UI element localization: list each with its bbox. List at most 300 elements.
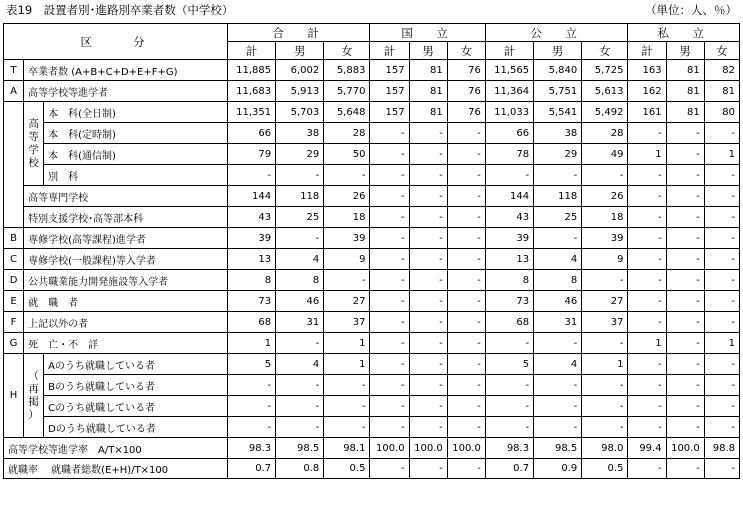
- cell-value: -: [409, 333, 447, 354]
- cell-value: 118: [276, 186, 324, 207]
- cell-value: -: [704, 375, 739, 396]
- cell-value: 1: [628, 333, 666, 354]
- row-label: 卒業者数 (A+B+C+D+E+F+G): [24, 60, 228, 81]
- cell-value: -: [370, 144, 409, 165]
- cell-value: 37: [324, 312, 370, 333]
- cell-value: -: [485, 396, 533, 417]
- cell-value: -: [447, 249, 485, 270]
- cell-value: 66: [485, 123, 533, 144]
- cell-value: -: [370, 375, 409, 396]
- row-code: F: [4, 312, 24, 333]
- cell-value: 0.8: [276, 459, 324, 479]
- cell-value: 98.5: [534, 438, 582, 459]
- cell-value: 0.5: [582, 459, 628, 479]
- row-code-blank: [4, 102, 24, 228]
- row-label: 就 職 者: [24, 291, 228, 312]
- cell-value: 26: [582, 186, 628, 207]
- cell-value: -: [324, 417, 370, 438]
- row-code: G: [4, 333, 24, 354]
- cell-value: -: [704, 459, 739, 479]
- cell-value: 8: [276, 270, 324, 291]
- cell-value: -: [276, 228, 324, 249]
- cell-value: 5,648: [324, 102, 370, 123]
- cell-value: 1: [628, 144, 666, 165]
- header-sub-total: 計: [485, 42, 533, 60]
- table-row: [4, 312, 740, 333]
- table-row: [4, 354, 740, 375]
- cell-value: -: [628, 270, 666, 291]
- table-row: [4, 438, 740, 459]
- cell-value: 27: [582, 291, 628, 312]
- cell-value: -: [582, 270, 628, 291]
- cell-value: 38: [534, 123, 582, 144]
- cell-value: -: [409, 249, 447, 270]
- header-sub-total: 計: [227, 42, 275, 60]
- cell-value: 9: [324, 249, 370, 270]
- cell-value: -: [666, 417, 704, 438]
- cell-value: -: [447, 207, 485, 228]
- cell-value: 81: [666, 81, 704, 102]
- cell-value: -: [227, 417, 275, 438]
- cell-value: -: [704, 249, 739, 270]
- cell-value: -: [409, 312, 447, 333]
- cell-value: -: [534, 375, 582, 396]
- cell-value: 81: [409, 60, 447, 81]
- cell-value: -: [447, 396, 485, 417]
- cell-value: -: [582, 333, 628, 354]
- cell-value: -: [370, 186, 409, 207]
- unit-label: （単位：人、％）: [645, 3, 737, 17]
- cell-value: -: [324, 375, 370, 396]
- cell-value: -: [582, 165, 628, 186]
- cell-value: -: [370, 165, 409, 186]
- cell-value: -: [447, 186, 485, 207]
- cell-value: -: [582, 396, 628, 417]
- cell-value: 13: [485, 249, 533, 270]
- cell-value: 8: [227, 270, 275, 291]
- row-label: Dのうち就職している者: [44, 417, 228, 438]
- cell-value: -: [485, 165, 533, 186]
- cell-value: -: [370, 228, 409, 249]
- cell-value: 100.0: [666, 438, 704, 459]
- cell-value: -: [370, 207, 409, 228]
- cell-value: -: [409, 144, 447, 165]
- cell-value: -: [409, 375, 447, 396]
- cell-value: 50: [324, 144, 370, 165]
- cell-value: 0.7: [227, 459, 275, 479]
- cell-value: -: [628, 417, 666, 438]
- cell-value: 76: [447, 60, 485, 81]
- row-label: 高等学校等進学者: [24, 81, 228, 102]
- cell-value: 46: [534, 291, 582, 312]
- cell-value: -: [666, 312, 704, 333]
- table-row: [4, 417, 740, 438]
- cell-value: -: [447, 417, 485, 438]
- cell-value: 18: [582, 207, 628, 228]
- cell-value: -: [409, 417, 447, 438]
- cell-value: 46: [276, 291, 324, 312]
- cell-value: -: [447, 312, 485, 333]
- header-sub-male: 男: [276, 42, 324, 60]
- table-row: [4, 333, 740, 354]
- row-label: 別 科: [44, 165, 228, 186]
- cell-value: 68: [227, 312, 275, 333]
- cell-value: 11,885: [227, 60, 275, 81]
- cell-value: -: [447, 165, 485, 186]
- cell-value: -: [666, 249, 704, 270]
- cell-value: 11,033: [485, 102, 533, 123]
- cell-value: -: [447, 291, 485, 312]
- row-label: 就職率 就職者総数(E+H)/T×100: [4, 459, 228, 479]
- cell-value: 49: [582, 144, 628, 165]
- row-label: 本 科(全日制): [44, 102, 228, 123]
- cell-value: -: [447, 123, 485, 144]
- cell-value: -: [704, 270, 739, 291]
- cell-value: 4: [534, 249, 582, 270]
- cell-value: -: [534, 396, 582, 417]
- table-body: [4, 60, 740, 479]
- cell-value: 5: [227, 354, 275, 375]
- cell-value: 38: [276, 123, 324, 144]
- cell-value: -: [447, 228, 485, 249]
- cell-value: -: [666, 123, 704, 144]
- cell-value: 0.5: [324, 459, 370, 479]
- cell-value: 9: [582, 249, 628, 270]
- cell-value: -: [409, 270, 447, 291]
- cell-value: -: [534, 228, 582, 249]
- row-label: 高等専門学校: [24, 186, 228, 207]
- cell-value: 5,725: [582, 60, 628, 81]
- cell-value: -: [409, 186, 447, 207]
- cell-value: 82: [704, 60, 739, 81]
- header-group-national: 国 立: [370, 24, 485, 42]
- header-sub-total: 計: [370, 42, 409, 60]
- row-code: C: [4, 249, 24, 270]
- cell-value: -: [370, 459, 409, 479]
- cell-value: 28: [324, 123, 370, 144]
- table-row: [4, 60, 740, 81]
- cell-value: -: [227, 375, 275, 396]
- cell-value: -: [666, 375, 704, 396]
- cell-value: 157: [370, 60, 409, 81]
- cell-value: 39: [582, 228, 628, 249]
- cell-value: 11,364: [485, 81, 533, 102]
- cell-value: -: [704, 207, 739, 228]
- cell-value: -: [485, 375, 533, 396]
- cell-value: -: [534, 165, 582, 186]
- cell-value: -: [704, 291, 739, 312]
- row-label: 本 科(定時制): [44, 123, 228, 144]
- cell-value: 26: [324, 186, 370, 207]
- cell-value: 66: [227, 123, 275, 144]
- cell-value: 73: [227, 291, 275, 312]
- side-label-koto-gakko: 高 等 学 校: [24, 102, 44, 186]
- cell-value: -: [628, 207, 666, 228]
- cell-value: 78: [485, 144, 533, 165]
- cell-value: 43: [227, 207, 275, 228]
- table-title: 表19 設置者別･進路別卒業者数（中学校）: [6, 3, 234, 17]
- cell-value: 1: [704, 144, 739, 165]
- cell-value: -: [370, 270, 409, 291]
- side-label-saikei: （ 再 掲 ）: [24, 354, 44, 438]
- header-sub-female: 女: [324, 42, 370, 60]
- cell-value: 98.3: [485, 438, 533, 459]
- cell-value: -: [628, 228, 666, 249]
- cell-value: 39: [227, 228, 275, 249]
- cell-value: -: [666, 333, 704, 354]
- cell-value: -: [370, 291, 409, 312]
- row-label: 専修学校(一般課程)等入学者: [24, 249, 228, 270]
- cell-value: 4: [276, 354, 324, 375]
- cell-value: 144: [485, 186, 533, 207]
- table-row: [4, 186, 740, 207]
- cell-value: -: [447, 375, 485, 396]
- cell-value: -: [276, 333, 324, 354]
- table-row: [4, 144, 740, 165]
- cell-value: -: [666, 396, 704, 417]
- cell-value: -: [628, 459, 666, 479]
- cell-value: 76: [447, 102, 485, 123]
- cell-value: -: [409, 459, 447, 479]
- cell-value: 6,002: [276, 60, 324, 81]
- cell-value: 157: [370, 102, 409, 123]
- cell-value: -: [666, 165, 704, 186]
- cell-value: 161: [628, 102, 666, 123]
- cell-value: -: [628, 186, 666, 207]
- cell-value: -: [409, 354, 447, 375]
- row-code: A: [4, 81, 24, 102]
- cell-value: -: [276, 396, 324, 417]
- cell-value: 27: [324, 291, 370, 312]
- row-label: 上記以外の者: [24, 312, 228, 333]
- cell-value: 5,751: [534, 81, 582, 102]
- row-label: Bのうち就職している者: [44, 375, 228, 396]
- cell-value: -: [666, 270, 704, 291]
- cell-value: -: [666, 144, 704, 165]
- cell-value: -: [704, 417, 739, 438]
- row-label: 死 亡・不 詳: [24, 333, 228, 354]
- cell-value: 79: [227, 144, 275, 165]
- cell-value: 43: [485, 207, 533, 228]
- cell-value: -: [409, 396, 447, 417]
- cell-value: -: [370, 396, 409, 417]
- cell-value: -: [628, 396, 666, 417]
- cell-value: -: [666, 207, 704, 228]
- row-code: H: [4, 354, 24, 438]
- cell-value: -: [370, 417, 409, 438]
- cell-value: 4: [276, 249, 324, 270]
- cell-value: -: [409, 165, 447, 186]
- cell-value: 81: [666, 102, 704, 123]
- cell-value: 98.1: [324, 438, 370, 459]
- cell-value: -: [324, 165, 370, 186]
- cell-value: -: [628, 312, 666, 333]
- header-group-private: 私 立: [628, 24, 740, 42]
- cell-value: 98.0: [582, 438, 628, 459]
- cell-value: -: [370, 312, 409, 333]
- cell-value: 81: [409, 102, 447, 123]
- cell-value: 11,351: [227, 102, 275, 123]
- cell-value: 157: [370, 81, 409, 102]
- header-group-total: 合 計: [227, 24, 370, 42]
- cell-value: 144: [227, 186, 275, 207]
- table-row: [4, 165, 740, 186]
- cell-value: -: [409, 123, 447, 144]
- cell-value: -: [276, 165, 324, 186]
- cell-value: -: [628, 291, 666, 312]
- cell-value: 99.4: [628, 438, 666, 459]
- cell-value: -: [704, 228, 739, 249]
- cell-value: -: [628, 249, 666, 270]
- cell-value: 39: [485, 228, 533, 249]
- cell-value: 81: [409, 81, 447, 102]
- cell-value: -: [276, 417, 324, 438]
- cell-value: 0.9: [534, 459, 582, 479]
- row-code: D: [4, 270, 24, 291]
- cell-value: -: [704, 165, 739, 186]
- row-label: 専修学校(高等課程)進学者: [24, 228, 228, 249]
- cell-value: -: [370, 249, 409, 270]
- cell-value: -: [534, 417, 582, 438]
- cell-value: 163: [628, 60, 666, 81]
- cell-value: 29: [534, 144, 582, 165]
- cell-value: -: [447, 270, 485, 291]
- cell-value: -: [628, 165, 666, 186]
- cell-value: 5,613: [582, 81, 628, 102]
- table-row: [4, 291, 740, 312]
- cell-value: 28: [582, 123, 628, 144]
- header-group-public: 公 立: [485, 24, 628, 42]
- cell-value: 162: [628, 81, 666, 102]
- cell-value: 31: [276, 312, 324, 333]
- cell-value: 4: [534, 354, 582, 375]
- cell-value: 118: [534, 186, 582, 207]
- cell-value: 1: [324, 354, 370, 375]
- cell-value: -: [666, 354, 704, 375]
- cell-value: 5,703: [276, 102, 324, 123]
- header-sub-male: 男: [534, 42, 582, 60]
- cell-value: 5: [485, 354, 533, 375]
- cell-value: -: [324, 270, 370, 291]
- cell-value: -: [582, 375, 628, 396]
- cell-value: 1: [582, 354, 628, 375]
- cell-value: -: [409, 291, 447, 312]
- table-row: [4, 375, 740, 396]
- cell-value: -: [628, 354, 666, 375]
- cell-value: 0.7: [485, 459, 533, 479]
- cell-value: -: [485, 333, 533, 354]
- header-sub-male: 男: [409, 42, 447, 60]
- cell-value: -: [666, 186, 704, 207]
- graduates-table: [3, 23, 740, 479]
- cell-value: -: [704, 396, 739, 417]
- cell-value: -: [628, 375, 666, 396]
- cell-value: -: [447, 144, 485, 165]
- cell-value: 5,492: [582, 102, 628, 123]
- cell-value: -: [324, 396, 370, 417]
- row-code: E: [4, 291, 24, 312]
- cell-value: -: [704, 354, 739, 375]
- cell-value: 25: [276, 207, 324, 228]
- cell-value: 1: [324, 333, 370, 354]
- cell-value: -: [370, 123, 409, 144]
- cell-value: -: [485, 417, 533, 438]
- header-kubun: 区 分: [4, 24, 228, 60]
- table-row: [4, 228, 740, 249]
- cell-value: -: [666, 291, 704, 312]
- cell-value: -: [628, 123, 666, 144]
- cell-value: -: [704, 123, 739, 144]
- cell-value: -: [370, 354, 409, 375]
- cell-value: 98.8: [704, 438, 739, 459]
- cell-value: 8: [485, 270, 533, 291]
- table-row: [4, 459, 740, 479]
- cell-value: 68: [485, 312, 533, 333]
- table-row: [4, 270, 740, 291]
- cell-value: 1: [704, 333, 739, 354]
- header-sub-female: 女: [582, 42, 628, 60]
- table-row: [4, 102, 740, 123]
- cell-value: -: [276, 375, 324, 396]
- cell-value: -: [534, 333, 582, 354]
- cell-value: 18: [324, 207, 370, 228]
- cell-value: 31: [534, 312, 582, 333]
- cell-value: 13: [227, 249, 275, 270]
- cell-value: -: [447, 459, 485, 479]
- cell-value: 25: [534, 207, 582, 228]
- cell-value: -: [666, 228, 704, 249]
- row-label: Aのうち就職している者: [44, 354, 228, 375]
- cell-value: -: [666, 459, 704, 479]
- cell-value: -: [409, 207, 447, 228]
- cell-value: 11,683: [227, 81, 275, 102]
- cell-value: 1: [227, 333, 275, 354]
- cell-value: -: [227, 165, 275, 186]
- cell-value: 39: [324, 228, 370, 249]
- cell-value: -: [227, 396, 275, 417]
- row-label: Cのうち就職している者: [44, 396, 228, 417]
- row-code: T: [4, 60, 24, 81]
- cell-value: 5,913: [276, 81, 324, 102]
- cell-value: -: [447, 354, 485, 375]
- cell-value: 11,565: [485, 60, 533, 81]
- cell-value: -: [582, 417, 628, 438]
- table-row: [4, 81, 740, 102]
- cell-value: 73: [485, 291, 533, 312]
- header-sub-total: 計: [628, 42, 666, 60]
- cell-value: 5,541: [534, 102, 582, 123]
- cell-value: -: [704, 186, 739, 207]
- row-label: 特別支援学校･高等部本科: [24, 207, 228, 228]
- row-label: 公共職業能力開発施設等入学者: [24, 270, 228, 291]
- cell-value: 100.0: [447, 438, 485, 459]
- cell-value: 81: [704, 81, 739, 102]
- row-label: 高等学校等進学率 A/T×100: [4, 438, 228, 459]
- cell-value: 29: [276, 144, 324, 165]
- cell-value: 37: [582, 312, 628, 333]
- table-row: [4, 123, 740, 144]
- header-sub-female: 女: [704, 42, 739, 60]
- table-row: [4, 396, 740, 417]
- cell-value: 81: [666, 60, 704, 81]
- cell-value: 98.3: [227, 438, 275, 459]
- cell-value: 8: [534, 270, 582, 291]
- cell-value: 98.5: [276, 438, 324, 459]
- cell-value: 80: [704, 102, 739, 123]
- cell-value: -: [447, 333, 485, 354]
- cell-value: 5,883: [324, 60, 370, 81]
- table-row: [4, 249, 740, 270]
